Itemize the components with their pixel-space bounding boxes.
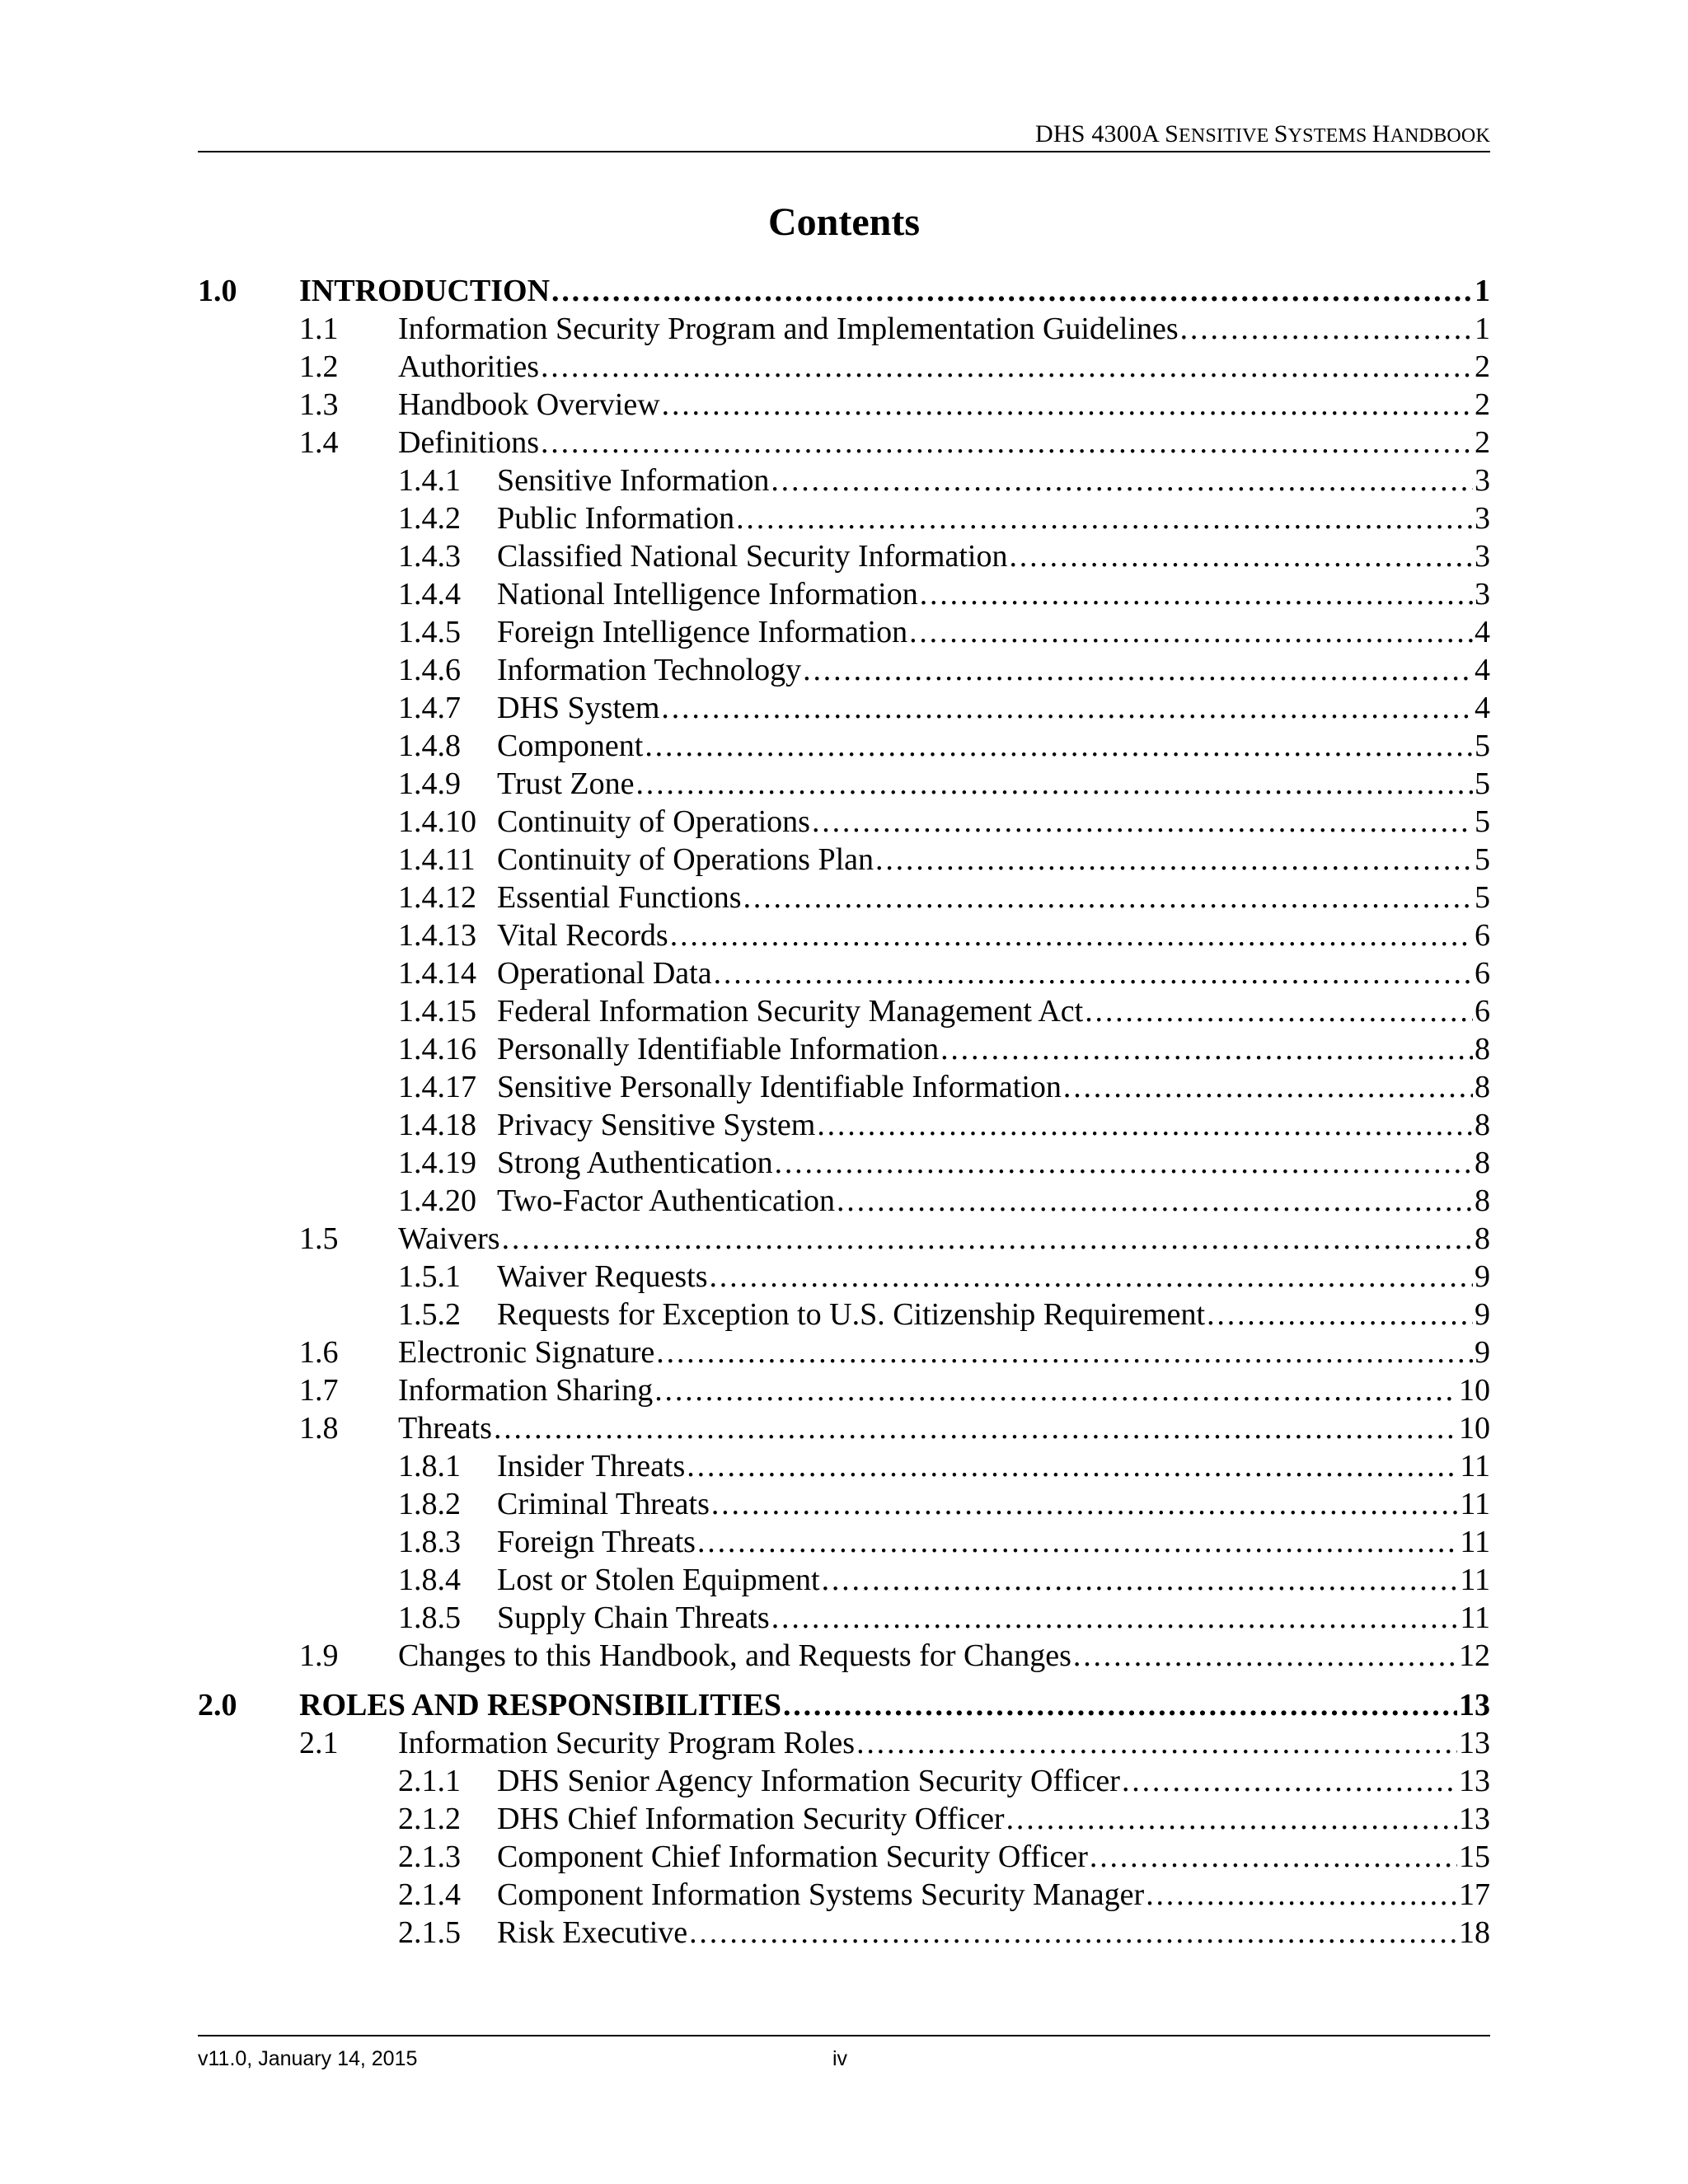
toc-entry-label: Supply Chain Threats [497, 1601, 770, 1635]
toc-entry[interactable] [198, 1876, 1490, 1914]
header-initial-1: S [1165, 120, 1179, 148]
toc-entry[interactable] [198, 1762, 1490, 1800]
toc-entry-label: Federal Information Security Management Act [497, 994, 1084, 1029]
toc-entry-label: DHS Senior Agency Information Security Officer [497, 1764, 1120, 1798]
toc-dot-leader [771, 462, 1473, 499]
toc-entry[interactable] [198, 1447, 1490, 1485]
running-header [1035, 120, 1490, 148]
toc-entry-page: 3 [1475, 577, 1490, 612]
toc-entry-number: 1.4.7 [398, 691, 461, 725]
toc-dot-leader [736, 499, 1473, 537]
toc-entry[interactable] [198, 1182, 1490, 1220]
toc-entry-number: 1.4.9 [398, 766, 461, 801]
toc-entry[interactable] [198, 310, 1490, 348]
toc-entry[interactable] [198, 1599, 1490, 1637]
toc-entry-page: 2 [1475, 425, 1490, 460]
toc-entry[interactable] [198, 1409, 1490, 1447]
toc-entry-number: 1.4.6 [398, 653, 461, 687]
toc-entry[interactable] [198, 575, 1490, 613]
toc-entry-label: DHS Chief Information Security Officer [497, 1802, 1005, 1836]
toc-entry-page: 10 [1459, 1373, 1490, 1408]
toc-dot-leader [743, 879, 1473, 916]
toc-entry[interactable] [198, 499, 1490, 537]
toc-dot-leader [856, 1724, 1457, 1762]
toc-entry-page: 11 [1460, 1563, 1490, 1597]
toc-entry-page: 11 [1460, 1601, 1490, 1635]
toc-entry[interactable] [198, 1914, 1490, 1952]
toc-entry-label: Authorities [398, 349, 539, 384]
toc-entry-number: 1.4.3 [398, 539, 461, 574]
toc-entry[interactable] [198, 1724, 1490, 1762]
toc-dot-leader [812, 803, 1473, 841]
toc-entry-label: Definitions [398, 425, 539, 460]
toc-entry-label: Component [497, 729, 644, 763]
toc-entry-label: Vital Records [497, 918, 668, 953]
toc-entry-page: 3 [1475, 463, 1490, 498]
toc-dot-leader [697, 1523, 1458, 1561]
header-initial-3: H [1372, 120, 1390, 148]
toc-dot-leader [635, 765, 1473, 803]
toc-entry-label: Requests for Exception to U.S. Citizenship Requirement [497, 1297, 1206, 1332]
toc-entry-number: 1.3 [299, 387, 339, 422]
header-rest-3: ANDBOOK [1390, 125, 1490, 147]
toc-dot-leader [714, 954, 1473, 992]
toc-entry[interactable] [198, 613, 1490, 651]
toc-entry-number: 1.8 [299, 1411, 339, 1446]
toc-entry[interactable] [198, 1068, 1490, 1106]
toc-entry-page: 2 [1475, 349, 1490, 384]
toc-entry-page: 4 [1475, 653, 1490, 687]
toc-entry-number: 1.1 [299, 312, 339, 346]
toc-entry-label: Threats [398, 1411, 492, 1446]
toc-entry-number: 1.4.17 [398, 1070, 476, 1104]
toc-entry[interactable] [198, 1838, 1490, 1876]
toc-entry-page: 3 [1475, 539, 1490, 574]
toc-entry-label: Foreign Threats [497, 1525, 696, 1559]
toc-entry-number: 1.2 [299, 349, 339, 384]
toc-entry-page: 8 [1475, 1146, 1490, 1180]
toc-entry[interactable] [198, 1106, 1490, 1144]
toc-dot-leader [1009, 537, 1473, 575]
toc-chapter-entry[interactable] [198, 1686, 1490, 1724]
toc-entry[interactable] [198, 537, 1490, 575]
toc-entry[interactable] [198, 1561, 1490, 1599]
toc-dot-leader [709, 1258, 1473, 1296]
toc-entry-number: 1.7 [299, 1373, 339, 1408]
toc-entry-label: Information Technology [497, 653, 802, 687]
toc-entry[interactable] [198, 992, 1490, 1030]
toc-entry-page: 5 [1475, 766, 1490, 801]
toc-entry-label: Trust Zone [497, 766, 635, 801]
toc-entry-page: 11 [1460, 1525, 1490, 1559]
toc-entry-number: 2.1.2 [398, 1802, 461, 1836]
toc-entry-number: 1.5.2 [398, 1297, 461, 1332]
toc-entry-number: 1.4.20 [398, 1183, 476, 1218]
toc-entry-number: 1.4.18 [398, 1108, 476, 1142]
toc-dot-leader [1146, 1876, 1457, 1914]
toc-entry-number: 1.8.1 [398, 1449, 461, 1483]
toc-entry-label: Information Security Program and Implementation Guidelines [398, 312, 1179, 346]
toc-entry-number: 2.1.3 [398, 1840, 461, 1874]
toc-entry-page: 3 [1475, 501, 1490, 536]
toc-entry[interactable] [198, 462, 1490, 499]
toc-dot-leader [711, 1485, 1459, 1523]
toc-entry-number: 1.5 [299, 1221, 339, 1256]
toc-entry[interactable] [198, 1371, 1490, 1409]
toc-entry-label: Waivers [398, 1221, 500, 1256]
toc-entry-number: 1.6 [299, 1335, 339, 1370]
toc-entry-page: 18 [1459, 1915, 1490, 1950]
toc-entry-number: 1.4.1 [398, 463, 461, 498]
toc-entry-number: 1.4 [299, 425, 339, 460]
toc-entry[interactable] [198, 1523, 1490, 1561]
toc-entry-label: Handbook Overview [398, 387, 660, 422]
header-initial-2: S [1273, 120, 1288, 148]
toc-dot-leader [1063, 1068, 1473, 1106]
toc-entry[interactable] [198, 765, 1490, 803]
toc-chapter-entry[interactable] [198, 272, 1490, 310]
toc-entry-page: 17 [1459, 1877, 1490, 1912]
header-prefix: DHS 4300A [1035, 120, 1165, 148]
toc-entry-number: 1.8.5 [398, 1601, 461, 1635]
toc-entry[interactable] [198, 803, 1490, 841]
toc-entry-page: 5 [1475, 842, 1490, 877]
toc-entry-label: Changes to this Handbook, and Requests for Changes [398, 1638, 1071, 1673]
toc-entry[interactable] [198, 424, 1490, 462]
toc-entry[interactable] [198, 916, 1490, 954]
toc-dot-leader [541, 348, 1473, 386]
toc-entry-page: 13 [1459, 1688, 1490, 1722]
toc-entry-label: INTRODUCTION [299, 274, 551, 308]
footer-version: v11.0, January 14, 2015 [198, 2047, 418, 2070]
toc-entry[interactable] [198, 954, 1490, 992]
toc-entry-label: Two-Factor Authentication [497, 1183, 835, 1218]
toc-dot-leader [771, 1599, 1459, 1637]
toc-entry[interactable] [198, 1637, 1490, 1675]
toc-entry-number: 2.1 [299, 1726, 339, 1760]
toc-entry-label: Sensitive Information [497, 463, 770, 498]
footer-divider [198, 2035, 1490, 2036]
toc-entry[interactable] [198, 689, 1490, 727]
toc-entry-number: 1.5.1 [398, 1259, 461, 1294]
toc-dot-leader [1073, 1637, 1457, 1675]
table-of-contents [198, 272, 1490, 1952]
toc-entry-page: 8 [1475, 1221, 1490, 1256]
toc-dot-leader [783, 1686, 1457, 1724]
toc-entry-label: Information Security Program Roles [398, 1726, 856, 1760]
toc-entry-label: Continuity of Operations Plan [497, 842, 874, 877]
toc-entry-label: ROLES AND RESPONSIBILITIES [299, 1688, 781, 1722]
toc-dot-leader [817, 1106, 1473, 1144]
toc-entry-label: Component Chief Information Security Officer [497, 1840, 1088, 1874]
toc-entry[interactable] [198, 1220, 1490, 1258]
toc-entry-page: 9 [1475, 1335, 1490, 1370]
toc-entry-number: 2.1.5 [398, 1915, 461, 1950]
toc-dot-leader [775, 1144, 1473, 1182]
toc-dot-leader [822, 1561, 1459, 1599]
toc-dot-leader [1207, 1296, 1473, 1333]
header-divider [198, 151, 1490, 152]
toc-dot-leader [502, 1220, 1473, 1258]
toc-entry-page: 5 [1475, 729, 1490, 763]
toc-entry-number: 1.4.12 [398, 880, 476, 915]
toc-entry[interactable] [198, 1296, 1490, 1333]
toc-entry-page: 11 [1460, 1449, 1490, 1483]
toc-entry-label: Foreign Intelligence Information [497, 615, 908, 649]
toc-entry-label: Operational Data [497, 956, 712, 991]
toc-entry[interactable] [198, 841, 1490, 879]
toc-entry-page: 4 [1475, 615, 1490, 649]
toc-entry-label: Criminal Threats [497, 1487, 710, 1521]
toc-entry-page: 4 [1475, 691, 1490, 725]
toc-entry-label: Lost or Stolen Equipment [497, 1563, 820, 1597]
toc-entry[interactable] [198, 1485, 1490, 1523]
toc-dot-leader [1006, 1800, 1457, 1838]
toc-entry-page: 8 [1475, 1032, 1490, 1066]
toc-entry-number: 1.0 [198, 274, 237, 308]
toc-entry-page: 5 [1475, 880, 1490, 915]
toc-entry[interactable] [198, 386, 1490, 424]
toc-entry-page: 8 [1475, 1108, 1490, 1142]
toc-entry-label: Information Sharing [398, 1373, 654, 1408]
toc-entry-number: 2.1.4 [398, 1877, 461, 1912]
toc-entry-number: 1.4.10 [398, 804, 476, 839]
toc-entry-page: 12 [1459, 1638, 1490, 1673]
toc-dot-leader [1090, 1838, 1457, 1876]
toc-entry[interactable] [198, 1333, 1490, 1371]
toc-entry-number: 1.8.3 [398, 1525, 461, 1559]
toc-dot-leader [654, 1371, 1457, 1409]
toc-entry-page: 10 [1459, 1411, 1490, 1446]
toc-entry-label: Classified National Security Information [497, 539, 1008, 574]
toc-entry-label: Personally Identifiable Information [497, 1032, 940, 1066]
toc-entry-number: 1.4.11 [398, 842, 476, 877]
toc-entry-number: 1.4.5 [398, 615, 461, 649]
footer-page-number: iv [832, 2047, 848, 2070]
toc-dot-leader [909, 613, 1473, 651]
toc-dot-leader [656, 1333, 1473, 1371]
toc-entry-label: Essential Functions [497, 880, 742, 915]
toc-entry[interactable] [198, 348, 1490, 386]
toc-dot-leader [662, 386, 1473, 424]
toc-entry-label: Continuity of Operations [497, 804, 810, 839]
toc-entry-number: 1.4.19 [398, 1146, 476, 1180]
toc-entry-page: 6 [1475, 956, 1490, 991]
toc-entry-number: 2.0 [198, 1688, 237, 1722]
toc-entry-page: 9 [1475, 1259, 1490, 1294]
toc-entry-page: 5 [1475, 804, 1490, 839]
toc-dot-leader [689, 1914, 1457, 1952]
toc-entry-page: 1 [1475, 274, 1490, 308]
toc-entry-number: 1.9 [299, 1638, 339, 1673]
toc-entry-number: 1.4.16 [398, 1032, 476, 1066]
toc-entry[interactable] [198, 879, 1490, 916]
toc-entry-page: 2 [1475, 387, 1490, 422]
toc-entry-page: 11 [1460, 1487, 1490, 1521]
toc-dot-leader [920, 575, 1473, 613]
toc-entry-number: 1.4.2 [398, 501, 461, 536]
toc-entry-label: Public Information [497, 501, 735, 536]
toc-entry-label: Electronic Signature [398, 1335, 655, 1370]
toc-entry-number: 1.4.14 [398, 956, 476, 991]
toc-dot-leader [940, 1030, 1473, 1068]
toc-entry-label: Waiver Requests [497, 1259, 708, 1294]
toc-entry-number: 1.4.15 [398, 994, 476, 1029]
header-rest-1: ENSITIVE [1178, 125, 1274, 147]
toc-entry-number: 1.8.4 [398, 1563, 461, 1597]
toc-dot-leader [1122, 1762, 1457, 1800]
toc-entry[interactable] [198, 727, 1490, 765]
toc-entry-label: Sensitive Personally Identifiable Information [497, 1070, 1062, 1104]
toc-entry-number: 1.4.13 [398, 918, 476, 953]
toc-entry-label: Risk Executive [497, 1915, 688, 1950]
toc-entry-label: Privacy Sensitive System [497, 1108, 816, 1142]
toc-dot-leader [1180, 310, 1473, 348]
toc-entry[interactable] [198, 1030, 1490, 1068]
toc-entry-number: 1.4.4 [398, 577, 461, 612]
toc-entry-page: 13 [1459, 1802, 1490, 1836]
header-rest-2: YSTEMS [1287, 125, 1372, 147]
toc-entry-page: 15 [1459, 1840, 1490, 1874]
toc-entry[interactable] [198, 1800, 1490, 1838]
toc-entry-page: 9 [1475, 1297, 1490, 1332]
toc-dot-leader [645, 727, 1473, 765]
toc-dot-leader [875, 841, 1473, 879]
page-title: Contents [767, 200, 920, 244]
toc-dot-leader [661, 689, 1473, 727]
toc-entry-page: 8 [1475, 1070, 1490, 1104]
toc-entry-page: 6 [1475, 994, 1490, 1029]
toc-dot-leader [687, 1447, 1458, 1485]
toc-dot-leader [551, 272, 1473, 310]
toc-entry-label: DHS System [497, 691, 660, 725]
toc-entry-number: 1.4.8 [398, 729, 461, 763]
toc-entry-page: 8 [1475, 1183, 1490, 1218]
toc-entry-label: Strong Authentication [497, 1146, 773, 1180]
toc-entry-label: Insider Threats [497, 1449, 686, 1483]
toc-entry[interactable] [198, 1144, 1490, 1182]
toc-entry[interactable] [198, 1258, 1490, 1296]
toc-entry-label: National Intelligence Information [497, 577, 918, 612]
toc-entry-page: 13 [1459, 1726, 1490, 1760]
toc-entry-label: Component Information Systems Security Manager [497, 1877, 1145, 1912]
toc-dot-leader [803, 651, 1473, 689]
toc-entry-number: 2.1.1 [398, 1764, 461, 1798]
toc-dot-leader [541, 424, 1473, 462]
toc-dot-leader [1085, 992, 1473, 1030]
toc-dot-leader [837, 1182, 1473, 1220]
toc-entry-number: 1.8.2 [398, 1487, 461, 1521]
toc-entry-page: 13 [1459, 1764, 1490, 1798]
toc-entry[interactable] [198, 651, 1490, 689]
toc-entry-page: 1 [1475, 312, 1490, 346]
toc-entry-page: 6 [1475, 918, 1490, 953]
toc-dot-leader [670, 916, 1473, 954]
toc-dot-leader [494, 1409, 1457, 1447]
